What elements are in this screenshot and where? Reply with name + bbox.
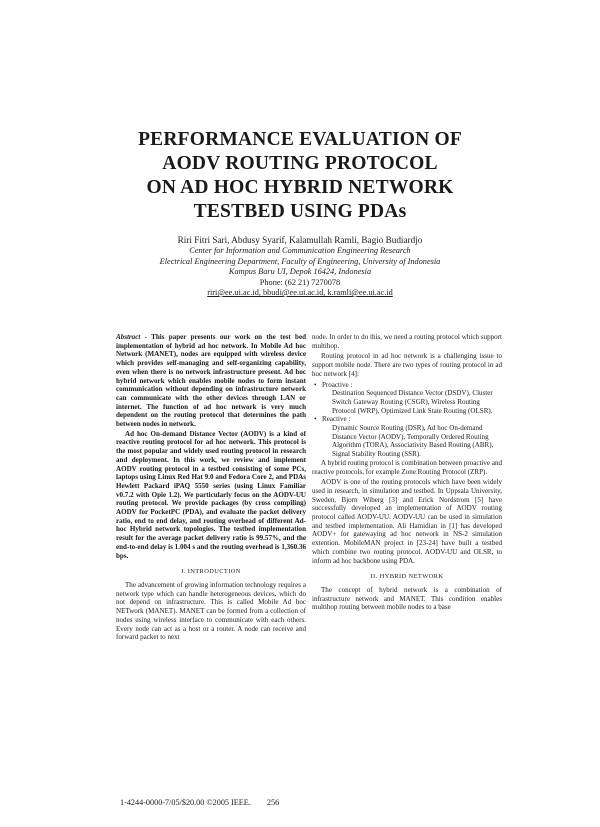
author-block [80, 234, 520, 299]
abstract-paragraph: Ad hoc On-demand Distance Vector (AODV) is a kind of reactive routing protocol for ad hoc network. This protocol is the most popular and widely used routing protocol in research and deployment. In this work, we review and implement AODV routing protocol in a testbed consisting of some PCs, laptops using Linux Red Hat 9.0 and Fedora Core 2, and PDAs Hewlett Packard iPAQ 5550 series (using Linux Familiar v0.7.2 with Opie 1.2). We particularly focus on the AODV-UU routing protocol. We provide packages (by cross compiling) AODV for PocketPC (PDA), and evaluate the packet delivery ratio, end to end delay, and routing overhead of different Ad-hoc Hybrid network topologies. The testbed implementation result for the average packet delivery ratio is 99.57%, and the end-to-end delay is 1.004 s and the routing overhead is 1,360.36 bps. [116, 429, 306, 560]
body-paragraph: A hybrid routing protocol is combination between proactive and reactive protocols, for example Zone Routing Protocol (ZRP). [312, 458, 502, 476]
list-item-label: • Proactive : [322, 380, 353, 389]
left-column [116, 333, 306, 644]
title-line: AODV ROUTING PROTOCOL [162, 153, 438, 174]
body-paragraph: node. In order to do this, we need a routing protocol which support multihop. [312, 333, 502, 350]
abstract [116, 333, 306, 560]
abstract-paragraph [116, 333, 306, 429]
copyright-notice: 1-4244-0000-7/05/$20.00 ©2005 IEEE. [120, 798, 251, 807]
body-paragraph: Routing protocol in ad hoc network is a challenging issue to support mobile node. There are two types of routing protocol in ad hoc network [4]: [312, 352, 502, 378]
title-line: PERFORMANCE EVALUATION OF [138, 129, 462, 150]
title-line: TESTBED USING PDAs [193, 201, 407, 222]
routing-protocol-list [312, 381, 502, 459]
page-number: 256 [266, 798, 280, 807]
author-names: Riri Fitri Sari, Abdusy Syarif, Kalamullah Ramli, Bagio Budiardjo [177, 235, 423, 245]
abstract-text: This paper presents our work on the test bed implementation of hybrid ad hoc network. In Mobile Ad hoc Network (MANET), nodes are equipped with wireless device which provides self-managing and self-organizing capability, even when there is no network infrastructure present. Ad hoc hybrid network which enables mobile nodes to form instant communication without depending on infrastructure network can communicate with the other devices through LAN or internet. The function of ad hoc network is very much dependent on the routing protocol that determines the path between nodes in network. [116, 333, 306, 429]
body-paragraph: AODV is one of the routing protocols which have been widely used in research, in simulation and testbed. In Uppsala University, Sweden, Bjorn Wiberg [3] and Erick Nordstrom [5] have successfully developed an implementation of AODV routing protocol called AODV-UU. AODV-UU can be used in simulation and testbed implementation. Ali Hamidian in [1] has developed AODV+ for gatewaying ad hoc network in NS-2 simulation extention. MobileMAN project in [23-24] have built a testbed which combine two routing protocol, AODV-UU and OLSR, to inform ad hoc backbone using PDA. [312, 478, 502, 565]
list-item-label: • Reactive : [322, 415, 351, 424]
author-address: Kampus Baru UI, Depok 16424, Indonesia [228, 267, 372, 276]
section-heading-hybrid-network: II. HYBRID NETWORK [370, 573, 444, 581]
list-item-text: Dynamic Source Routing (DSR), Ad hoc On-demand Distance Vector (AODV), Temporally Ordered Routing Algorithm (TORA), Associativity Based Routing (ABR), Signal Stability Routing (SSR). [332, 424, 494, 459]
intro-paragraph: The advancement of growing information technology requires a network type which can handle heterogeneous devices, which do not depend on infrastructure. This is called Mobile Ad hoc NETwork (MANET). MANET can be formed from a collection of nodes using wireless interface to communicate with each others. Every node can act as a host or a router. A node can receive and forward packet to next [116, 580, 306, 642]
hybrid-paragraph: The concept of hybrid network is a combination of infrastructure network and MANET. This condition enables multihop routing between mobile nodes to a base [312, 585, 502, 612]
title-line: ON AD HOC HYBRID NETWORK [146, 177, 454, 198]
right-column [312, 333, 502, 614]
paper-title [60, 128, 540, 224]
list-item [322, 415, 502, 459]
author-emails[interactable]: riri@ee.ui.ac.id, bbudi@ee.ui.ac.id, k.ramli@ee.ui.ac.id [207, 288, 393, 297]
list-item-text: Destination Sequenced Distance Vector (DSDV), Cluster Switch Gateway Routing (CSGR), Wireless Routing Protocol (WRP), Optimized Link State Routing (OLSR). [332, 389, 493, 415]
section-heading-introduction: I. INTRODUCTION [181, 568, 241, 576]
abstract-lead: Abstract - [116, 333, 147, 341]
page-footer [120, 798, 500, 807]
author-phone: Phone: (62 21) 7270078 [259, 277, 341, 287]
affiliation-department: Electrical Engineering Department, Faculty of Engineering, University of Indonesia [159, 256, 441, 266]
affiliation-center: Center for Information and Communication Engineering Research [189, 246, 411, 255]
list-item [322, 381, 502, 416]
